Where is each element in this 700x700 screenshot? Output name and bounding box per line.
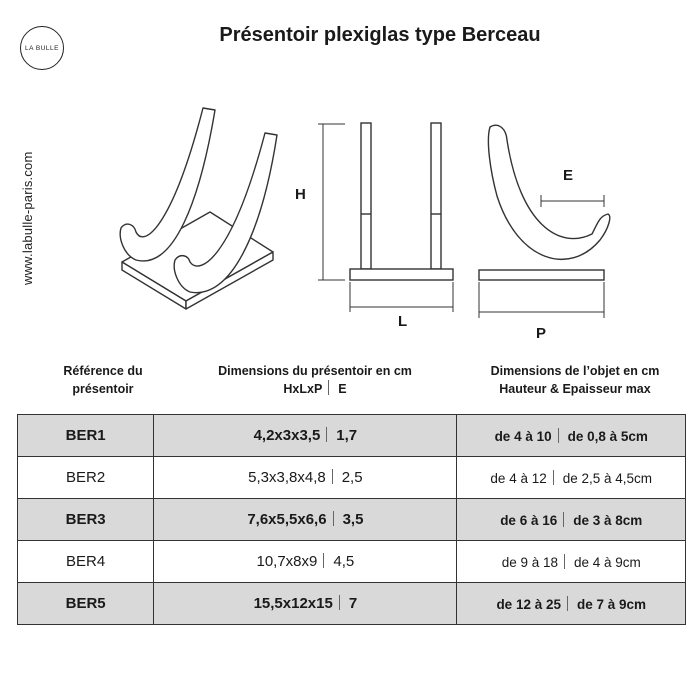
ref-cell: BER3 [18, 499, 154, 541]
dim-label-p: P [536, 325, 547, 342]
dim-label-e: E [563, 167, 574, 184]
header-dimensions: Dimensions du présentoir en cm HxLxP E [218, 364, 412, 397]
dims-cell: 5,3x3,8x4,8 2,5 [154, 457, 457, 499]
table-row [18, 457, 686, 499]
right-arm-front [431, 123, 441, 269]
ref-cell: BER5 [18, 583, 154, 625]
table-row [18, 583, 686, 625]
page-title: Présentoir plexiglas type Berceau [219, 24, 541, 46]
ref-cell: BER1 [18, 415, 154, 457]
table-row [18, 499, 686, 541]
object-cell: de 6 à 16 de 3 à 8cm [457, 499, 686, 541]
ref-cell: BER4 [18, 541, 154, 583]
front-view [318, 123, 453, 312]
dim-label-l: L [398, 313, 408, 330]
header-object: Dimensions de l’objet en cm Hauteur & Epaisseur max [490, 364, 660, 397]
left-arm-front [361, 123, 371, 269]
dim-label-h: H [295, 186, 306, 203]
base-front-view [350, 269, 453, 280]
side-arm [488, 125, 609, 259]
logo-text: LA BULLE [25, 44, 59, 52]
object-cell: de 4 à 10 de 0,8 à 5cm [457, 415, 686, 457]
dims-cell: 7,6x5,5x6,6 3,5 [154, 499, 457, 541]
website-url: www.labulle-paris.com [20, 151, 35, 285]
dims-cell: 15,5x12x15 7 [154, 583, 457, 625]
dims-cell: 10,7x8x9 4,5 [154, 541, 457, 583]
object-cell: de 12 à 25 de 7 à 9cm [457, 583, 686, 625]
object-cell: de 9 à 18 de 4 à 9cm [457, 541, 686, 583]
dims-cell: 4,2x3x3,5 1,7 [154, 415, 457, 457]
table-row [18, 415, 686, 457]
perspective-drawing [120, 108, 277, 309]
ref-cell: BER2 [18, 457, 154, 499]
object-cell: de 4 à 12 de 2,5 à 4,5cm [457, 457, 686, 499]
table-row [18, 541, 686, 583]
header-reference: Référence du présentoir [63, 364, 143, 397]
side-view [479, 125, 610, 318]
base-side-view [479, 270, 604, 280]
spec-table [17, 414, 686, 625]
